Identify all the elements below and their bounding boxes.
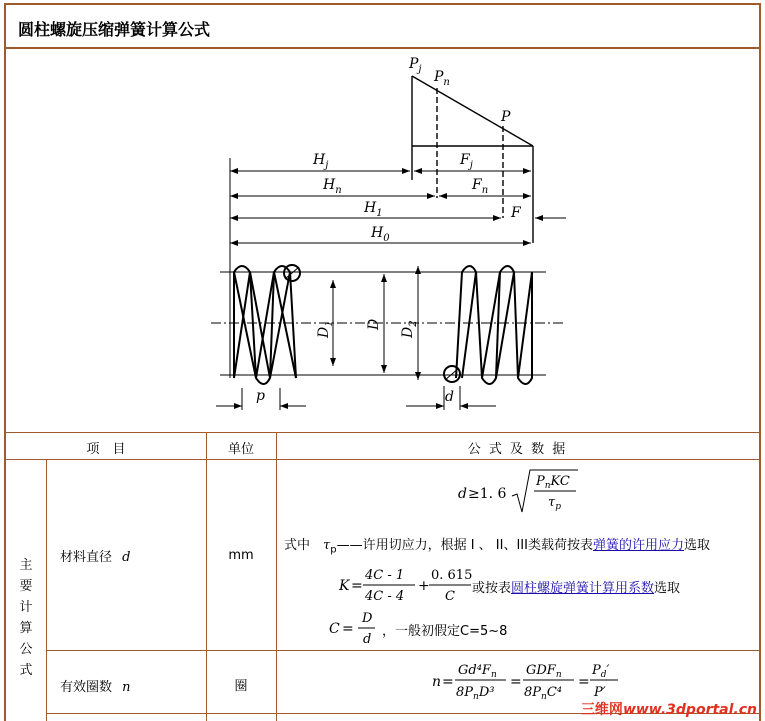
item-label: 有效圈数 — [60, 680, 113, 695]
item-label: 材料直径 — [60, 550, 113, 565]
item-symbol: d — [122, 550, 131, 565]
label-wire-d: d — [445, 389, 454, 405]
svg-text:=: = — [351, 578, 363, 594]
link-allowable-stress[interactable]: 弹簧的许用应力 — [592, 538, 684, 553]
row-unit-diameter: mm — [228, 548, 254, 563]
label-fj: $F_j$ — [460, 152, 473, 171]
link-spring-coefficients[interactable]: 圆柱螺旋弹簧计算用系数 — [511, 581, 655, 596]
svg-text:=: = — [510, 674, 522, 690]
svg-text:PnKC: $P_nKC$ — [536, 474, 570, 491]
label-h0: $H_0$ — [371, 225, 390, 244]
header-unit: 单位 — [227, 442, 254, 457]
svg-text:0. 615: 0. 615 — [431, 568, 473, 583]
formula-diameter — [454, 466, 614, 516]
svg-text:4C - 4: 4C - 4 — [365, 589, 405, 604]
k-note: 或按表圆柱螺旋弹簧计算用系数选取 — [472, 581, 681, 596]
label-hj: $H_j$ — [313, 152, 329, 171]
label-pj: $P_j$ — [409, 56, 422, 75]
diagram-panel — [4, 48, 761, 433]
label-fn: $F_n$ — [472, 177, 489, 196]
item-symbol: n — [122, 680, 131, 695]
group-col-border — [46, 459, 47, 721]
label-p: P — [501, 109, 511, 125]
watermark: 三维网www.3dportal.cn — [580, 702, 757, 718]
label-d: D — [366, 318, 382, 330]
svg-text:Pd′: $P_d'$ — [592, 663, 610, 680]
group-label: 主要计算公式 — [19, 558, 33, 678]
label-pn: $P_n$ — [434, 69, 450, 88]
svg-text:=: = — [578, 674, 590, 690]
label-pitch: p — [256, 388, 265, 404]
label-hn: $H_n$ — [323, 177, 342, 196]
row-item-coils — [60, 676, 131, 695]
header-bottom-border — [4, 459, 761, 460]
svg-text:8PnD³: $8P_nD^3$ — [456, 685, 495, 702]
svg-text:4C - 1: 4C - 1 — [365, 568, 405, 583]
row-item-diameter — [60, 546, 130, 565]
row-unit-coils: 圈 — [234, 679, 248, 694]
svg-text:τp: $\tau_p$ — [548, 495, 561, 512]
header-formula: 公 式 及 数 据 — [467, 442, 568, 457]
row-divider — [46, 650, 761, 651]
svg-text:=: = — [442, 674, 454, 690]
svg-text:D: D — [362, 611, 373, 626]
table-top-border — [4, 432, 761, 433]
spring-coils-left — [234, 265, 300, 384]
table-left-border — [4, 432, 6, 721]
spring-coils-right — [444, 266, 532, 384]
label-d1: $D_1$ — [316, 320, 335, 338]
formula-col-border — [276, 432, 277, 721]
label-f: F — [511, 205, 521, 221]
svg-text:Gd⁴Fn: $Gd^4F_n$ — [458, 663, 497, 680]
c-note: ，一般初假定C=5~8 — [382, 624, 508, 639]
svg-text:d: d — [458, 486, 467, 502]
label-d2: $D_2$ — [400, 320, 419, 338]
svg-text:+: + — [418, 578, 430, 594]
label-h1: $H_1$ — [364, 200, 383, 219]
page-title: 圆柱螺旋压缩弹簧计算公式 — [18, 20, 211, 39]
svg-text:K: K — [339, 578, 350, 594]
spring-diagram — [6, 48, 759, 433]
note-tau: 式中 $\tau_p——$许用切应力，根据 I 、 II、III类载荷按表弹簧的许用应力选取 — [284, 538, 711, 556]
svg-text:GDFn: $GDF_n$ — [526, 663, 562, 680]
svg-text:C: C — [329, 621, 340, 637]
header-item: 项 目 — [86, 442, 126, 457]
svg-text:n: n — [432, 674, 442, 690]
title-bar — [4, 3, 761, 49]
svg-text:8PnC⁴: $8P_nC^4$ — [524, 685, 562, 702]
svg-text:=: = — [342, 621, 354, 637]
svg-text:P′: P′ — [594, 685, 606, 700]
svg-text:d: d — [363, 632, 372, 647]
svg-text:≥1. 6: ≥1. 6 — [468, 486, 507, 502]
svg-text:C: C — [445, 589, 455, 604]
table-right-border — [759, 432, 761, 721]
